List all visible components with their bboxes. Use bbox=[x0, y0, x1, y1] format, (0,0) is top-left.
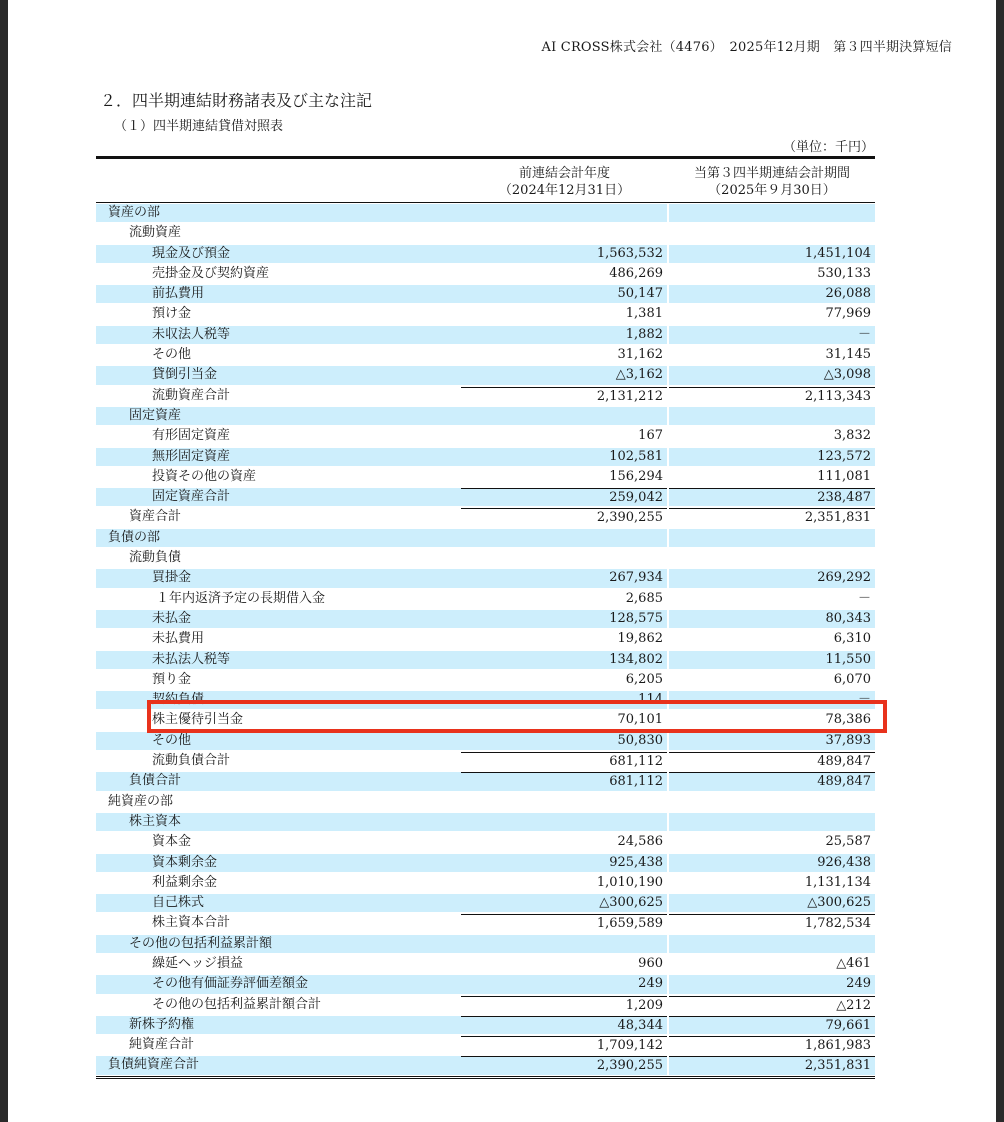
row-label: その他の包括利益累計額 bbox=[96, 935, 492, 953]
current-period-value: 1,131,134 bbox=[804, 874, 871, 890]
table-header bbox=[96, 156, 875, 203]
table-row bbox=[96, 792, 875, 812]
current-period-value bbox=[669, 813, 875, 831]
row-label: その他 bbox=[96, 732, 515, 750]
table-row bbox=[96, 284, 875, 304]
section-title: ２．四半期連結財務諸表及び主な注記 bbox=[100, 91, 373, 110]
current-period-value: 6,070 bbox=[833, 671, 871, 687]
row-label: 前払費用 bbox=[96, 285, 515, 303]
table-row bbox=[96, 1055, 875, 1078]
table-body bbox=[96, 203, 875, 1079]
current-period-value: 26,088 bbox=[669, 285, 875, 303]
document-page bbox=[8, 0, 996, 1122]
prior-year-value: 960 bbox=[638, 955, 663, 971]
row-label: 負債合計 bbox=[96, 772, 492, 790]
table-row bbox=[96, 995, 875, 1015]
row-label: 預り金 bbox=[152, 671, 192, 687]
row-label: 新株予約権 bbox=[96, 1016, 492, 1034]
row-label: 現金及び預金 bbox=[96, 245, 515, 263]
current-period-value: － bbox=[669, 691, 875, 709]
row-label: 無形固定資産 bbox=[96, 448, 515, 466]
current-period-value: △461 bbox=[836, 955, 871, 971]
prior-year-value: 1,882 bbox=[461, 326, 667, 344]
prior-year-value: 102,581 bbox=[461, 448, 667, 466]
prior-year-value bbox=[461, 224, 667, 242]
table-row bbox=[96, 528, 875, 548]
table-row bbox=[96, 771, 875, 791]
row-label: その他 bbox=[152, 347, 192, 363]
table-row bbox=[96, 913, 875, 933]
current-period-value: 11,550 bbox=[669, 651, 875, 669]
prior-year-value: 24,586 bbox=[617, 834, 663, 850]
running-header: AI CROSS株式会社（4476） 2025年12月期 第３四半期決算短信 bbox=[541, 40, 952, 55]
current-period-value: 31,145 bbox=[825, 347, 871, 363]
prior-year-value bbox=[461, 549, 667, 567]
row-label: 純資産の部 bbox=[108, 793, 174, 809]
prior-year-value: 2,685 bbox=[625, 590, 663, 606]
prior-year-value: 19,862 bbox=[617, 631, 663, 647]
current-period-value: 80,343 bbox=[669, 610, 875, 628]
table-row bbox=[96, 507, 875, 527]
prior-year-value: 50,147 bbox=[461, 285, 667, 303]
current-period-value bbox=[669, 549, 875, 567]
row-label: 資産の部 bbox=[96, 204, 471, 222]
current-period-value: △300,625 bbox=[669, 894, 875, 912]
current-period-value: 269,292 bbox=[669, 569, 875, 587]
row-label: 未払費用 bbox=[152, 631, 205, 647]
table-row bbox=[96, 568, 875, 588]
row-label: 株主資本合計 bbox=[152, 915, 231, 931]
current-period-value: 2,113,343 bbox=[669, 387, 875, 405]
current-period-value: 489,847 bbox=[669, 772, 875, 790]
row-label: 貸倒引当金 bbox=[96, 366, 515, 384]
table-row bbox=[96, 670, 875, 690]
row-label: 売掛金及び契約資産 bbox=[152, 265, 270, 281]
table-row bbox=[96, 325, 875, 345]
column-header-current-date: （2025年９月30日） bbox=[708, 183, 836, 198]
prior-year-value: 259,042 bbox=[461, 488, 667, 506]
prior-year-value: 50,830 bbox=[461, 732, 667, 750]
table-row bbox=[96, 304, 875, 324]
subsection-title: （１）四半期連結貸借対照表 bbox=[114, 119, 284, 134]
current-period-value bbox=[669, 204, 875, 222]
prior-year-value: 1,563,532 bbox=[461, 245, 667, 263]
prior-year-value bbox=[461, 204, 667, 222]
row-label: 未収法人税等 bbox=[96, 326, 515, 344]
current-period-value: 25,587 bbox=[825, 834, 871, 850]
table-row bbox=[96, 954, 875, 974]
balance-sheet-table bbox=[96, 156, 875, 1079]
prior-year-value: 2,131,212 bbox=[461, 387, 667, 405]
prior-year-value bbox=[461, 935, 667, 953]
current-period-value: 78,386 bbox=[825, 712, 871, 728]
prior-year-value: 167 bbox=[638, 428, 663, 444]
current-period-value bbox=[669, 224, 875, 242]
prior-year-value: 156,294 bbox=[609, 468, 663, 484]
row-label: 有形固定資産 bbox=[152, 428, 231, 444]
current-period-value bbox=[669, 529, 875, 547]
prior-year-value: 1,659,589 bbox=[461, 914, 667, 932]
row-label: 資産合計 bbox=[129, 509, 182, 525]
table-row bbox=[96, 447, 875, 467]
row-label: 預け金 bbox=[152, 306, 192, 322]
prior-year-value bbox=[461, 529, 667, 547]
row-label: 買掛金 bbox=[96, 569, 515, 587]
current-period-value: 1,861,983 bbox=[669, 1036, 875, 1054]
current-period-value bbox=[669, 793, 875, 811]
row-label: 株主資本 bbox=[96, 813, 492, 831]
current-period-value: 79,661 bbox=[669, 1016, 875, 1034]
row-label: 純資産合計 bbox=[129, 1037, 195, 1053]
prior-year-value: 6,205 bbox=[625, 671, 663, 687]
prior-year-value: 1,709,142 bbox=[461, 1036, 667, 1054]
row-label: 未払金 bbox=[96, 610, 515, 628]
table-row bbox=[96, 548, 875, 568]
current-period-value: 249 bbox=[669, 975, 875, 993]
table-row bbox=[96, 832, 875, 852]
row-label: 利益剰余金 bbox=[152, 874, 218, 890]
table-row bbox=[96, 751, 875, 771]
row-label: 固定資産合計 bbox=[96, 488, 515, 506]
current-period-value bbox=[669, 407, 875, 425]
table-row bbox=[96, 487, 875, 507]
table-row bbox=[96, 650, 875, 670]
prior-year-value bbox=[461, 793, 667, 811]
row-label: 資本剰余金 bbox=[96, 854, 515, 872]
table-row bbox=[96, 467, 875, 487]
prior-year-value: △300,625 bbox=[461, 894, 667, 912]
table-row bbox=[96, 629, 875, 649]
row-label: その他の包括利益累計額合計 bbox=[152, 996, 322, 1012]
row-label: 負債の部 bbox=[96, 529, 471, 547]
current-period-value: 489,847 bbox=[669, 752, 875, 770]
current-period-value: 77,969 bbox=[825, 306, 871, 322]
row-label: 負債純資産合計 bbox=[96, 1056, 471, 1074]
current-period-value bbox=[669, 935, 875, 953]
prior-year-value: 486,269 bbox=[609, 265, 663, 281]
prior-year-value: 2,390,255 bbox=[461, 1056, 667, 1074]
current-period-value: 1,782,534 bbox=[669, 914, 875, 932]
row-label: 流動負債 bbox=[129, 550, 182, 566]
column-header-current-label: 当第３四半期連結会計期間 bbox=[693, 166, 850, 181]
table-row bbox=[96, 731, 875, 751]
current-period-value: 926,438 bbox=[669, 854, 875, 872]
table-row bbox=[96, 426, 875, 446]
table-row bbox=[96, 386, 875, 406]
table-row bbox=[96, 609, 875, 629]
prior-year-value bbox=[461, 407, 667, 425]
table-row bbox=[96, 203, 875, 223]
current-period-value: △212 bbox=[669, 996, 875, 1014]
prior-year-value: 48,344 bbox=[461, 1016, 667, 1034]
table-row bbox=[96, 1015, 875, 1035]
prior-year-value: 1,381 bbox=[625, 306, 663, 322]
table-row bbox=[96, 873, 875, 893]
table-row bbox=[96, 365, 875, 385]
table-row bbox=[96, 345, 875, 365]
row-label: 株主優待引当金 bbox=[152, 712, 244, 728]
row-label: 流動資産合計 bbox=[152, 387, 231, 403]
current-period-value: 1,451,104 bbox=[669, 245, 875, 263]
column-header-prior-label: 前連結会計年度 bbox=[518, 166, 610, 181]
table-row bbox=[96, 710, 875, 730]
current-period-value: 6,310 bbox=[833, 631, 871, 647]
current-period-value: 111,081 bbox=[817, 468, 871, 484]
table-row bbox=[96, 1035, 875, 1055]
row-label: 流動負債合計 bbox=[152, 753, 231, 769]
prior-year-value: 1,010,190 bbox=[596, 874, 663, 890]
current-period-value: 3,832 bbox=[833, 428, 871, 444]
table-row bbox=[96, 690, 875, 710]
prior-year-value: 1,209 bbox=[461, 996, 667, 1014]
column-header-prior-year bbox=[462, 165, 667, 199]
current-period-value: 123,572 bbox=[669, 448, 875, 466]
row-label: 未払法人税等 bbox=[96, 651, 515, 669]
column-header-current-period bbox=[669, 165, 875, 199]
row-label: その他有価証券評価差額金 bbox=[96, 975, 515, 993]
prior-year-value: △3,162 bbox=[461, 366, 667, 384]
table-row bbox=[96, 223, 875, 243]
current-period-value: 2,351,831 bbox=[669, 508, 875, 526]
current-period-value: － bbox=[857, 590, 871, 606]
table-row bbox=[96, 893, 875, 913]
table-row bbox=[96, 589, 875, 609]
row-label: 流動資産 bbox=[129, 225, 182, 241]
prior-year-value: 681,112 bbox=[461, 752, 667, 770]
prior-year-value: 267,934 bbox=[461, 569, 667, 587]
current-period-value: 37,893 bbox=[669, 732, 875, 750]
table-row bbox=[96, 264, 875, 284]
prior-year-value: 2,390,255 bbox=[461, 508, 667, 526]
unit-note: （単位：千円） bbox=[782, 140, 874, 155]
prior-year-value: 114 bbox=[461, 691, 667, 709]
row-label: １年内返済予定の長期借入金 bbox=[156, 590, 326, 606]
prior-year-value: 134,802 bbox=[461, 651, 667, 669]
prior-year-value: 249 bbox=[461, 975, 667, 993]
prior-year-value: 681,112 bbox=[461, 772, 667, 790]
row-label: 投資その他の資産 bbox=[152, 468, 257, 484]
current-period-value: 530,133 bbox=[817, 265, 871, 281]
column-header-prior-date: （2024年12月31日） bbox=[498, 183, 631, 198]
table-row bbox=[96, 974, 875, 994]
row-label: 自己株式 bbox=[96, 894, 515, 912]
current-period-value: 2,351,831 bbox=[669, 1056, 875, 1074]
prior-year-value: 31,162 bbox=[617, 347, 663, 363]
prior-year-value: 70,101 bbox=[617, 712, 663, 728]
table-row bbox=[96, 934, 875, 954]
current-period-value: － bbox=[669, 326, 875, 344]
table-row bbox=[96, 812, 875, 832]
table-row bbox=[96, 853, 875, 873]
prior-year-value: 128,575 bbox=[461, 610, 667, 628]
prior-year-value: 925,438 bbox=[461, 854, 667, 872]
row-label: 繰延ヘッジ損益 bbox=[152, 955, 244, 971]
table-row bbox=[96, 406, 875, 426]
row-label: 資本金 bbox=[152, 834, 192, 850]
current-period-value: 238,487 bbox=[669, 488, 875, 506]
row-label: 契約負債 bbox=[96, 691, 515, 709]
prior-year-value bbox=[461, 813, 667, 831]
table-row bbox=[96, 244, 875, 264]
row-label: 固定資産 bbox=[96, 407, 492, 425]
current-period-value: △3,098 bbox=[669, 366, 875, 384]
